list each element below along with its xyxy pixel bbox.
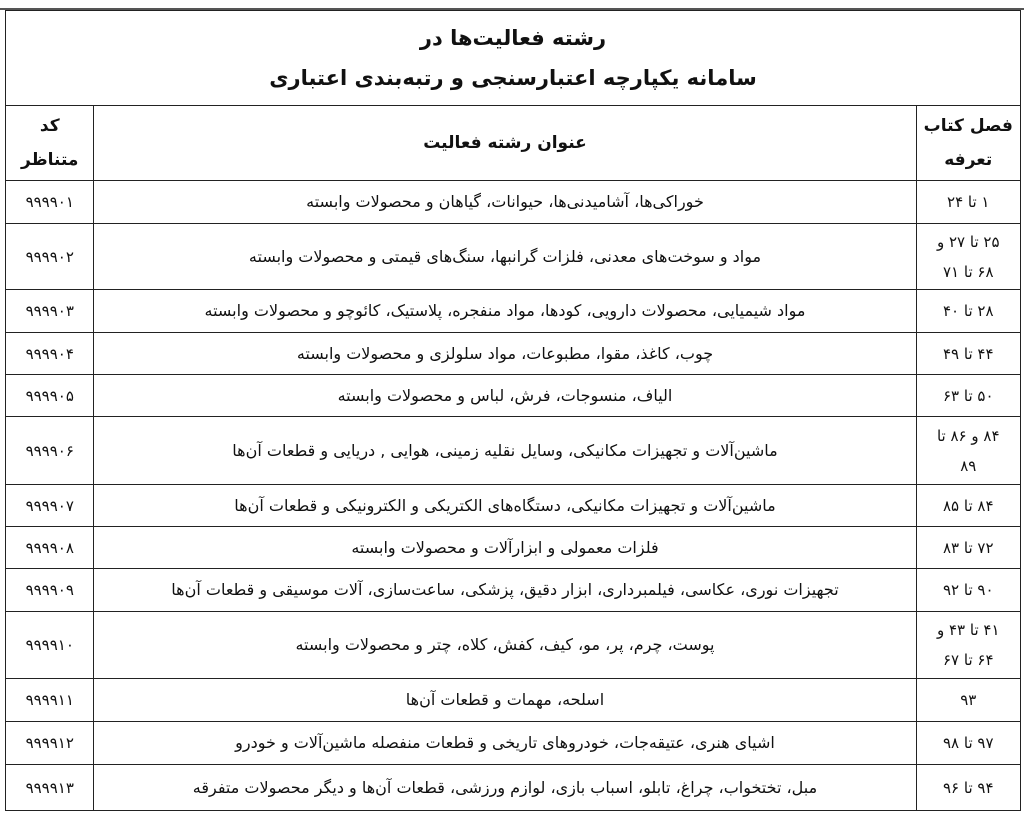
chapter-range-cell: ۹۷ تا ۹۸ [916,722,1021,765]
activity-title-cell: الیاف، منسوجات، فرش، لباس و محصولات وابسته [94,375,916,417]
activity-title-cell: مواد و سوخت‌های معدنی، فلزات گرانبها، سنگ‌های قیمتی و محصولات وابسته [94,224,916,290]
chapter-range-cell: ۹۴ تا ۹۶ [916,765,1021,811]
code-cell: ۹۹۹۹۰۴ [6,333,94,375]
code-cell: ۹۹۹۹۰۲ [6,224,94,290]
activity-sectors-table [5,10,1021,811]
activity-title-cell: ماشین‌آلات و تجهیزات مکانیکی، وسایل نقلیه زمینی، هوایی , دریایی و قطعات آن‌ها [94,417,916,485]
code-cell: ۹۹۹۹۱۲ [6,722,94,765]
code-cell: ۹۹۹۹۰۸ [6,527,94,569]
table-row [6,765,1021,811]
activity-title-cell: مواد شیمیایی، محصولات دارویی، کودها، مواد منفجره، پلاستیک، کائوچو و محصولات وابسته [94,290,916,333]
chapter-range-cell: ۷۲ تا ۸۳ [916,527,1021,569]
document-title [6,11,1021,106]
activity-title-cell: خوراکی‌ها، آشامیدنی‌ها، حیوانات، گیاهان و محصولات وابسته [94,181,916,224]
chapter-range-cell: ۸۴ و ۸۶ تا ۸۹ [916,417,1021,485]
code-cell: ۹۹۹۹۱۰ [6,612,94,679]
activity-title-cell: تجهیزات نوری، عکاسی، فیلمبرداری، ابزار دقیق، پزشکی، ساعت‌سازی، آلات موسیقی و قطعات آن‌ها [94,569,916,612]
chapter-range-cell: ۲۵ تا ۲۷ و ۶۸ تا ۷۱ [916,224,1021,290]
chapter-range-cell: ۸۴ تا ۸۵ [916,485,1021,527]
header-code: کد متناظر [6,106,94,181]
code-cell: ۹۹۹۹۱۳ [6,765,94,811]
code-cell: ۹۹۹۹۰۶ [6,417,94,485]
chapter-range-cell: ۹۳ [916,679,1021,722]
table-row [6,485,1021,527]
header-chapter: فصل کتاب تعرفه [916,106,1021,181]
chapter-range-cell: ۱ تا ۲۴ [916,181,1021,224]
table-row [6,224,1021,290]
activity-title-cell: چوب، کاغذ، مقوا، مطبوعات، مواد سلولزی و محصولات وابسته [94,333,916,375]
table-row [6,333,1021,375]
table-row [6,722,1021,765]
header-row [6,106,1021,181]
chapter-range-cell: ۹۰ تا ۹۲ [916,569,1021,612]
activity-title-cell: ماشین‌آلات و تجهیزات مکانیکی، دستگاه‌های الکتریکی و الکترونیکی و قطعات آن‌ها [94,485,916,527]
code-cell: ۹۹۹۹۰۵ [6,375,94,417]
code-cell: ۹۹۹۹۰۷ [6,485,94,527]
chapter-range-cell: ۵۰ تا ۶۳ [916,375,1021,417]
activity-title-cell: اشیای هنری، عتیقه‌جات، خودروهای تاریخی و قطعات منفصله ماشین‌آلات و خودرو [94,722,916,765]
code-cell: ۹۹۹۹۰۹ [6,569,94,612]
code-cell: ۹۹۹۹۰۳ [6,290,94,333]
chapter-range-cell: ۴۱ تا ۴۳ و ۶۴ تا ۶۷ [916,612,1021,679]
activity-title-cell: پوست، چرم، پر، مو، کیف، کفش، کلاه، چتر و محصولات وابسته [94,612,916,679]
table-row [6,375,1021,417]
title-line-1: رشته فعالیت‌ها در [419,26,607,50]
table-row [6,679,1021,722]
table-row [6,417,1021,485]
chapter-range-cell: ۲۸ تا ۴۰ [916,290,1021,333]
activity-title-cell: مبل، تختخواب، چراغ، تابلو، اسباب بازی، لوازم ورزشی، قطعات آن‌ها و دیگر محصولات متفرقه [94,765,916,811]
title-line-2: سامانه یکپارچه اعتبارسنجی و رتبه‌بندی اعتباری [269,66,757,90]
code-cell: ۹۹۹۹۰۱ [6,181,94,224]
table-row [6,612,1021,679]
header-activity-title: عنوان رشته فعالیت [94,106,916,181]
chapter-range-cell: ۴۴ تا ۴۹ [916,333,1021,375]
table-row [6,181,1021,224]
activity-title-cell: فلزات معمولی و ابزارآلات و محصولات وابسته [94,527,916,569]
activity-title-cell: اسلحه، مهمات و قطعات آن‌ها [94,679,916,722]
table-row [6,527,1021,569]
title-row [6,11,1021,106]
table-row [6,569,1021,612]
table-row [6,290,1021,333]
code-cell: ۹۹۹۹۱۱ [6,679,94,722]
